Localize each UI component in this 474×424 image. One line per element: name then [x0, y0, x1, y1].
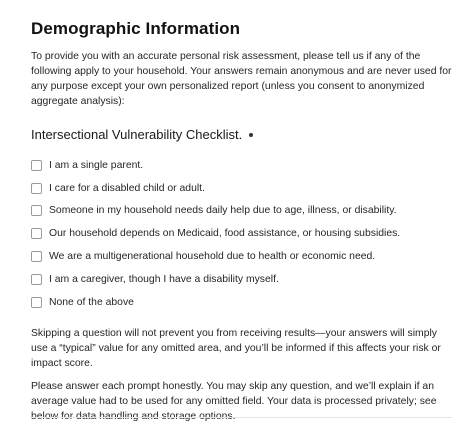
checklist-item-assistance[interactable] — [31, 222, 452, 245]
checkbox[interactable] — [31, 228, 42, 239]
checklist-item-daily-help[interactable] — [31, 200, 452, 223]
checklist-item-disabled-care[interactable] — [31, 177, 452, 200]
checklist-item-label: None of the above — [49, 296, 134, 308]
vulnerability-checklist — [31, 154, 452, 314]
skip-notice: Skipping a question will not prevent you from receiving results—your answers will simply use a “typical” value for any omitted area, and you’ll be informed if this affects your risk or impact score. — [31, 327, 441, 369]
intro-paragraph: To provide you with an accurate personal risk assessment, please tell us if any of the following apply to your household. Your answers remain anonymous and are never used for any purpose except your own personalized report (unless you consent to anonymized aggregate analysis): — [31, 51, 452, 107]
checkbox[interactable] — [31, 183, 42, 194]
honesty-notice: Please answer each prompt honestly. You may skip any question, and we’ll explain if an average value had to be used for any omitted field. Your data is processed privately; see — [31, 380, 437, 407]
checklist-heading-text: Intersectional Vulnerability Checklist. — [31, 127, 243, 142]
checklist-item-label: I care for a disabled child or adult. — [49, 182, 205, 194]
checklist-heading — [31, 127, 452, 142]
info-dot-icon[interactable] — [249, 133, 253, 137]
checkbox[interactable] — [31, 297, 42, 308]
checkbox[interactable] — [31, 274, 42, 285]
checkbox[interactable] — [31, 251, 42, 262]
checklist-item-label: I am a caregiver, though I have a disability myself. — [49, 273, 279, 285]
checkbox[interactable] — [31, 205, 42, 216]
checklist-item-label: Someone in my household needs daily help due to age, illness, or disability. — [49, 205, 397, 217]
checklist-item-label: Our household depends on Medicaid, food assistance, or housing subsidies. — [49, 228, 401, 240]
checklist-item-single-parent[interactable] — [31, 154, 452, 177]
checklist-item-label: We are a multigenerational household due to health or economic need. — [49, 251, 376, 263]
checklist-item-multigenerational[interactable] — [31, 245, 452, 268]
checklist-item-none[interactable] — [31, 291, 452, 314]
checkbox[interactable] — [31, 160, 42, 171]
checklist-item-label: I am a single parent. — [49, 159, 144, 171]
page-title: Demographic Information — [31, 19, 241, 38]
checklist-item-caregiver-disability[interactable] — [31, 268, 452, 291]
divider — [31, 417, 452, 418]
